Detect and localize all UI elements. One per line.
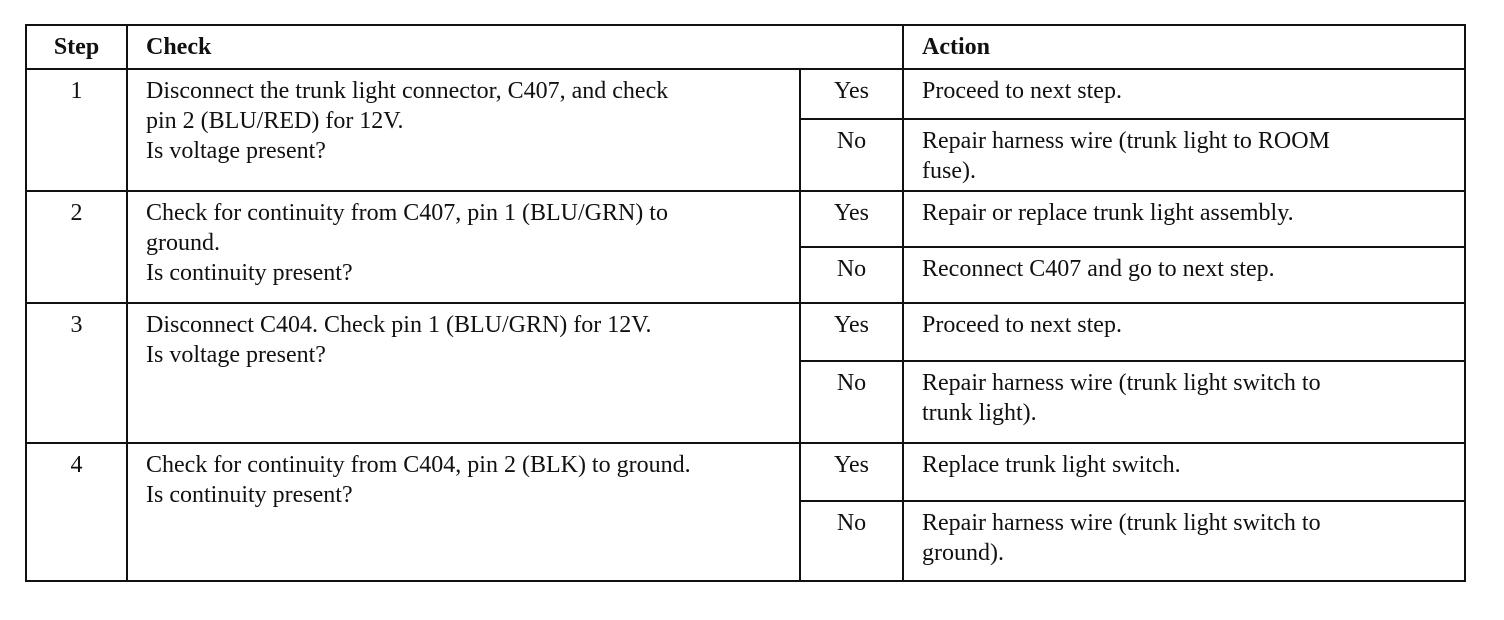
table-row [26, 443, 1465, 501]
step-number: 4 [26, 443, 127, 581]
check-text: Check for continuity from C404, pin 2 (BLK) to ground. [146, 452, 691, 478]
yes-action: Proceed to next step. [903, 69, 1465, 119]
table-row [26, 69, 1465, 119]
check-cell [127, 69, 800, 191]
yes-label: Yes [800, 303, 903, 361]
troubleshooting-table [25, 24, 1466, 582]
step-header: Step [26, 25, 127, 69]
action-text: Reconnect C407 and go to next step. [922, 256, 1275, 282]
check-cell [127, 443, 800, 581]
yes-label: Yes [800, 443, 903, 501]
yes-action: Replace trunk light switch. [903, 443, 1465, 501]
check-cell [127, 191, 800, 303]
check-cell [127, 303, 800, 443]
action-text: ground). [922, 540, 1004, 566]
yes-action: Proceed to next step. [903, 303, 1465, 361]
header-row [26, 25, 1465, 69]
check-question: Is continuity present? [146, 260, 353, 286]
action-header: Action [903, 25, 1465, 69]
no-label: No [800, 247, 903, 303]
check-text: Disconnect C404. Check pin 1 (BLU/GRN) for 12V. [146, 312, 652, 338]
check-question: Is voltage present? [146, 342, 326, 368]
no-action [903, 501, 1465, 581]
check-text: pin 2 (BLU/RED) for 12V. [146, 108, 404, 134]
action-text: trunk light). [922, 400, 1037, 426]
table-row [26, 303, 1465, 361]
no-label: No [800, 501, 903, 581]
check-text: Check for continuity from C407, pin 1 (BLU/GRN) to [146, 200, 668, 226]
yes-action: Repair or replace trunk light assembly. [903, 191, 1465, 247]
step-number: 1 [26, 69, 127, 191]
action-text: Repair harness wire (trunk light switch to [922, 370, 1321, 396]
check-text: ground. [146, 230, 220, 256]
step-number: 3 [26, 303, 127, 443]
table-row [26, 191, 1465, 247]
no-action [903, 361, 1465, 443]
no-label: No [800, 361, 903, 443]
action-text: fuse). [922, 158, 976, 184]
step-number: 2 [26, 191, 127, 303]
no-action [903, 247, 1465, 303]
yes-label: Yes [800, 69, 903, 119]
no-action [903, 119, 1465, 191]
check-question: Is continuity present? [146, 482, 353, 508]
action-text: Repair harness wire (trunk light switch to [922, 510, 1321, 536]
yes-label: Yes [800, 191, 903, 247]
no-label: No [800, 119, 903, 191]
check-question: Is voltage present? [146, 138, 326, 164]
check-header: Check [127, 25, 903, 69]
check-text: Disconnect the trunk light connector, C407, and check [146, 78, 669, 104]
action-text: Repair harness wire (trunk light to ROOM [922, 128, 1330, 154]
